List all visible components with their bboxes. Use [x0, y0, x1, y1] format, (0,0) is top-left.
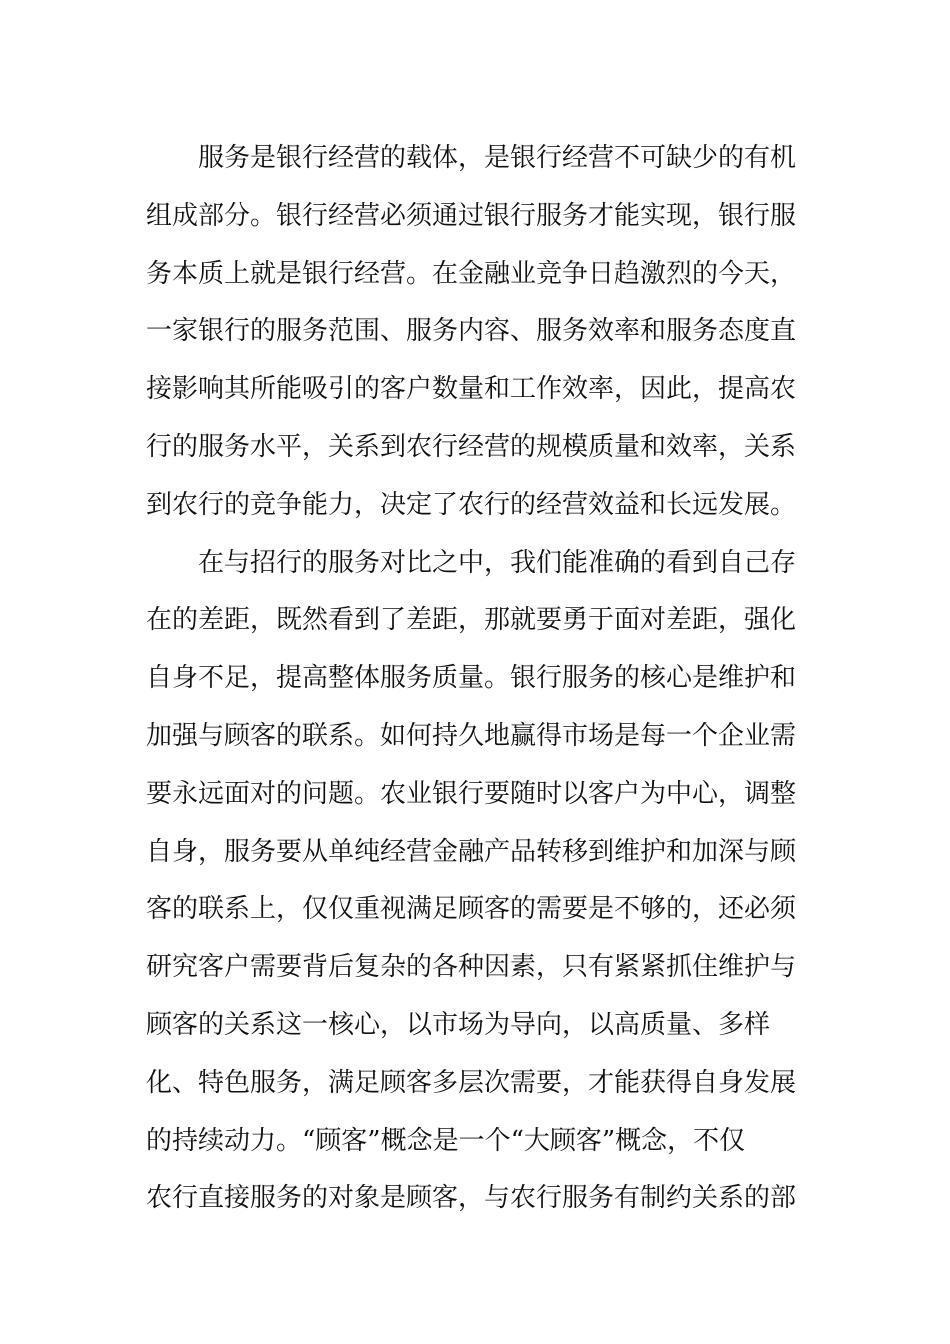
paragraph-line: 组成部分。银行经营必须通过银行服务才能实现，银行服	[146, 200, 797, 231]
document-body	[146, 130, 806, 1228]
paragraph-line: 自身不足，提高整体服务质量。银行服务的核心是维护和	[146, 663, 797, 694]
paragraph-2	[146, 535, 806, 1229]
paragraph-line: 研究客户需要背后复杂的各种因素，只有紧紧抓住维护与	[146, 952, 797, 983]
paragraph-line: 加强与顾客的联系。如何持久地赢得市场是每一个企业需	[146, 720, 797, 751]
paragraph-line: 化、特色服务，满足顾客多层次需要，才能获得自身发展	[146, 1067, 797, 1098]
paragraph-1	[146, 130, 806, 535]
paragraph-line: 服务是银行经营的载体，是银行经营不可缺少的有机	[198, 143, 797, 173]
paragraph-line: 在的差距，既然看到了差距，那就要勇于面对差距，强化	[146, 605, 797, 636]
paragraph-line: 要永远面对的问题。农业银行要随时以客户为中心，调整	[146, 778, 797, 809]
paragraph-line: 顾客的关系这一核心，以市场为导向，以高质量、多样	[146, 1009, 771, 1040]
paragraph-line: 在与招行的服务对比之中，我们能准确的看到自己存	[198, 547, 797, 578]
paragraph-line: 客的联系上，仅仅重视满足顾客的需要是不够的，还必须	[146, 894, 797, 925]
paragraph-line: 一家银行的服务范围、服务内容、服务效率和服务态度直	[146, 316, 797, 347]
paragraph-line: 行的服务水平，关系到农行经营的规模质量和效率，关系	[146, 431, 797, 462]
paragraph-line: 的持续动力。“顾客”概念是一个“大顾客”概念，不仅	[146, 1125, 746, 1156]
paragraph-line: 农行直接服务的对象是顾客，与农行服务有制约关系的部	[146, 1183, 797, 1214]
paragraph-line: 到农行的竞争能力，决定了农行的经营效益和长远发展。	[146, 489, 797, 520]
paragraph-line: 自身，服务要从单纯经营金融产品转移到维护和加深与顾	[146, 836, 797, 867]
paragraph-line: 务本质上就是银行经营。在金融业竞争日趋激烈的今天，	[146, 258, 797, 289]
paragraph-line: 接影响其所能吸引的客户数量和工作效率，因此，提高农	[146, 374, 797, 405]
